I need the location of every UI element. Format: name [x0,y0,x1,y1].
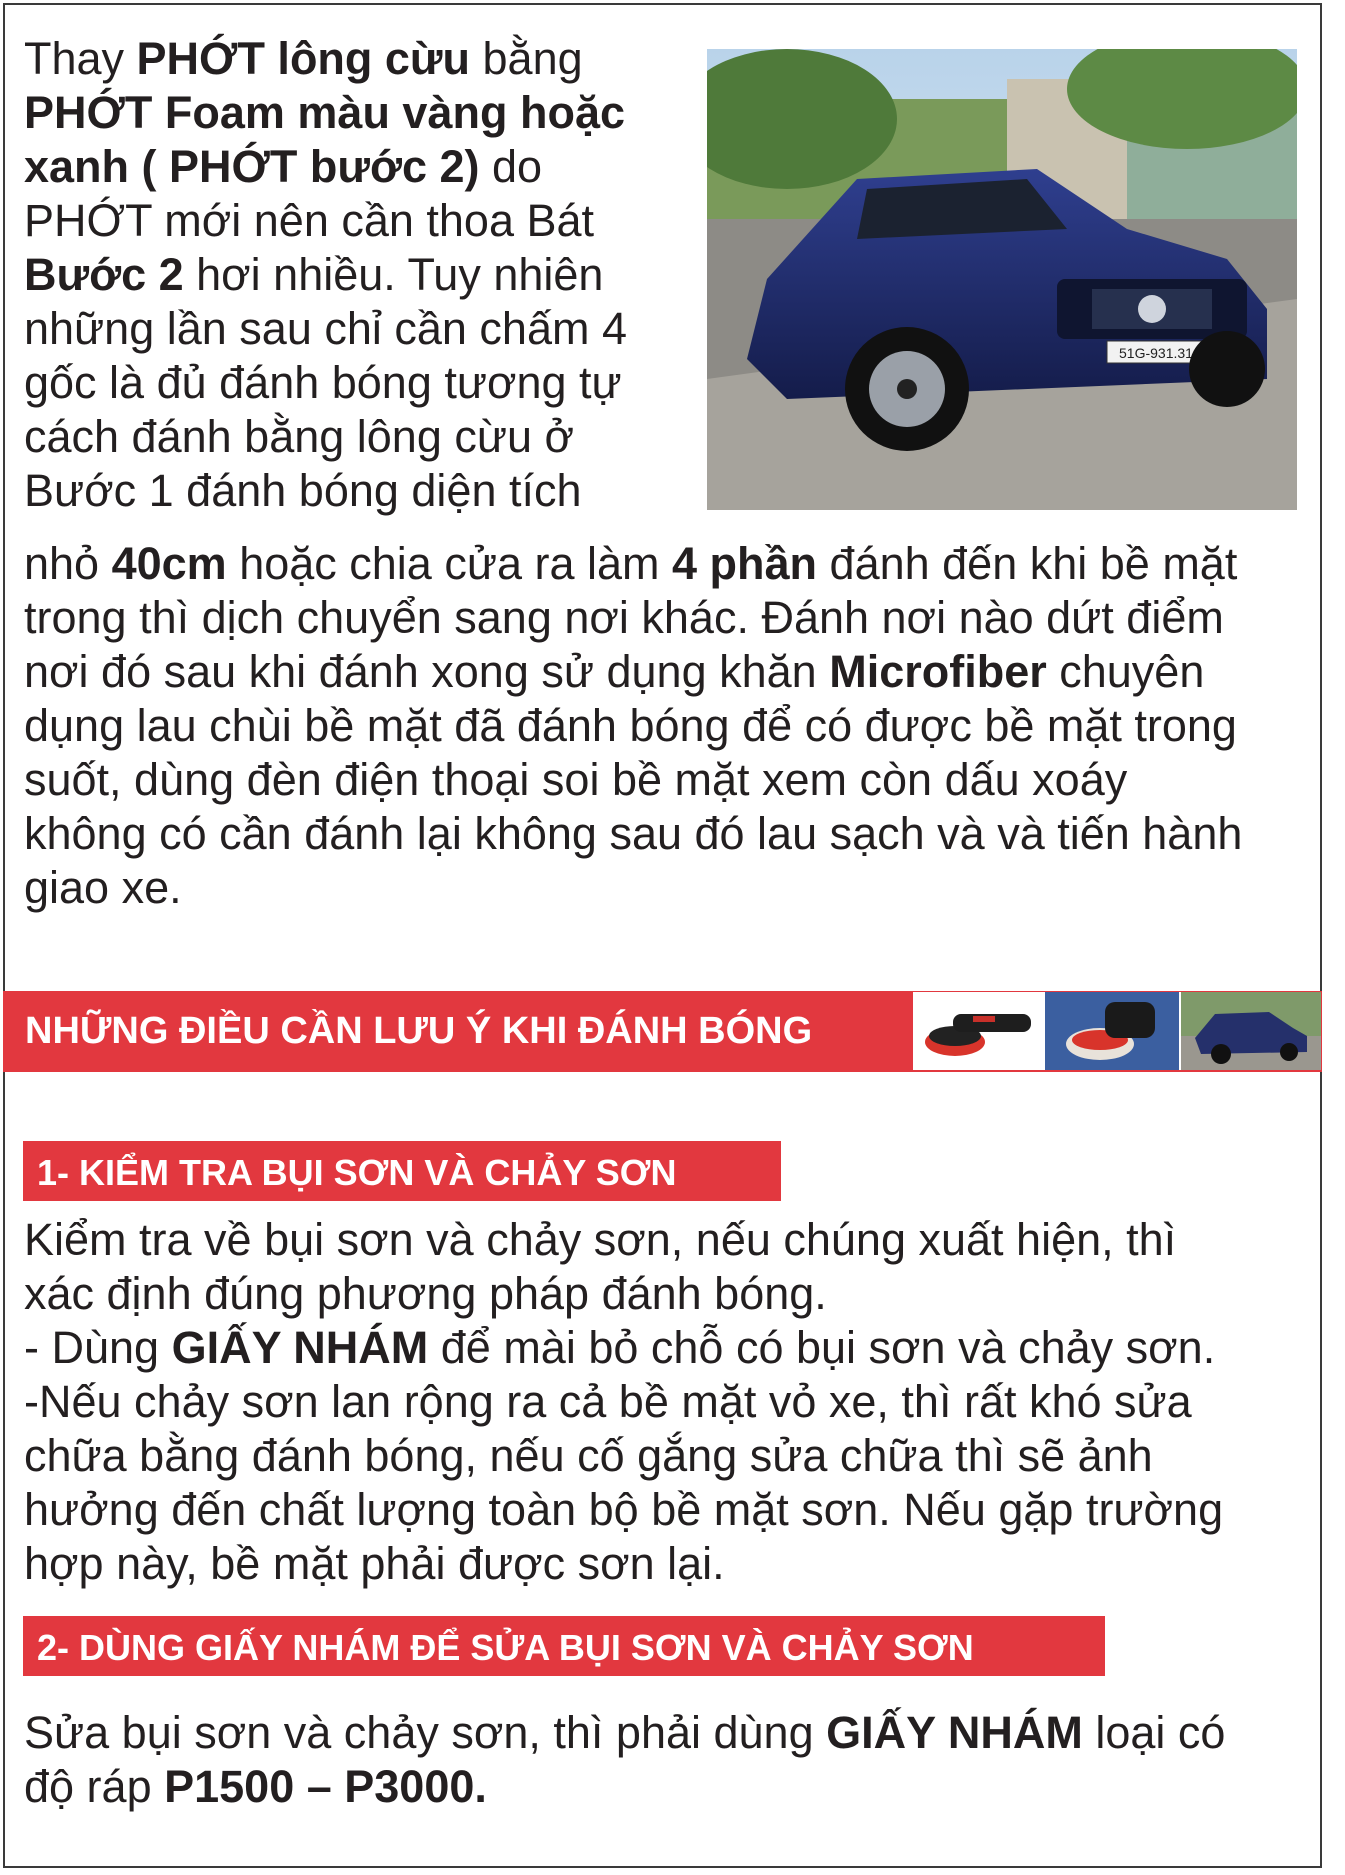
text-line [24,1267,1324,1321]
section2-heading [23,1616,1105,1676]
text-line [24,1537,1324,1591]
text-run: cách đánh bằng lông cừu ở [24,411,575,462]
text-run: Bước 1 đánh bóng diện tích [24,465,582,516]
bold-text-run: Bước 2 [24,249,184,300]
bold-text-run: PHỚT lông cừu [136,33,471,84]
text-line [24,537,1324,591]
text-run: Sửa bụi sơn và chảy sơn, thì phải dùng [24,1707,827,1758]
bold-text-run: PHỚT Foam màu vàng hoặc [24,87,625,138]
bold-text-run: GIẤY NHÁM [826,1707,1083,1758]
text-run: chuyên [1046,646,1205,697]
text-line [24,410,704,464]
text-run: hưởng đến chất lượng toàn bộ bề mặt sơn. Nếu gặp trường [24,1484,1224,1535]
text-run: những lần sau chỉ cần chấm 4 [24,303,627,354]
text-run: Kiểm tra về bụi sơn và chảy sơn, nếu chúng xuất hiện, thì [24,1214,1177,1265]
section1-paragraph [24,1213,1324,1591]
text-run: -Nếu chảy sơn lan rộng ra cả bề mặt vỏ xe, thì rất khó sửa [24,1376,1192,1427]
car-photo-illustration [707,49,1297,510]
intro-paragraph-top [24,32,704,518]
text-run: đánh đến khi bề mặt [817,538,1238,589]
text-run: nơi đó sau khi đánh xong sử dụng khăn [24,646,830,697]
intro-paragraph-bottom [24,537,1324,915]
bold-text-run: GIẤY NHÁM [171,1322,429,1373]
section1-heading-text: 1- KIỂM TRA BỤI SƠN VÀ CHẢY SƠN [37,1152,677,1193]
text-line [24,32,704,86]
banner-thumbnails [913,992,1321,1070]
text-line [24,140,704,194]
section2-heading-text: 2- DÙNG GIẤY NHÁM ĐỂ SỬA BỤI SƠN VÀ CHẢY SƠN [37,1627,974,1668]
car-thumbnail [1181,992,1321,1070]
bold-text-run: 4 phần [672,538,818,589]
text-run: không có cần đánh lại không sau đó lau sạch và và tiến hành [24,808,1243,859]
text-line [24,861,1324,915]
bold-text-run: P1500 – P3000. [164,1761,487,1812]
text-run: loại có [1082,1707,1226,1758]
text-run: hợp này, bề mặt phải được sơn lại. [24,1538,725,1589]
section-banner-title: NHỮNG ĐIỀU CẦN LƯU Ý KHI ĐÁNH BÓNG [25,1010,813,1052]
text-line [24,1321,1324,1375]
text-line [24,1375,1324,1429]
text-run: xác định đúng phương pháp đánh bóng. [24,1268,827,1319]
text-line [24,807,1324,861]
text-line [24,356,704,410]
section2-paragraph [24,1706,1324,1814]
text-line [24,248,704,302]
text-line [24,591,1324,645]
bold-text-run: 40cm [111,538,227,589]
text-run: suốt, dùng đèn điện thoại soi bề mặt xem còn dấu xoáy [24,754,1128,805]
text-line [24,464,704,518]
text-run: chữa bằng đánh bóng, nếu cố gắng sửa chữa thì sẽ ảnh [24,1430,1153,1481]
text-run: nhỏ [24,538,112,589]
text-run: hoặc chia cửa ra làm [226,538,673,589]
text-line [24,1760,1324,1814]
text-line [24,753,1324,807]
text-run: gốc là đủ đánh bóng tương tự [24,357,622,408]
license-plate: 51G-931.31 [1119,345,1193,361]
text-line [24,86,704,140]
text-line [24,1213,1324,1267]
bold-text-run: Microfiber [829,646,1047,697]
text-run: do [479,141,543,192]
polisher-thumbnail [913,992,1043,1070]
text-run: giao xe. [24,862,182,913]
section1-heading [23,1141,781,1201]
text-run: Thay [24,33,137,84]
text-run: để mài bỏ chỗ có bụi sơn và chảy sơn. [428,1322,1216,1373]
text-run: PHỚT mới nên cần thoa Bát [24,195,595,246]
text-run: bằng [470,33,583,84]
text-run: - Dùng [24,1322,172,1373]
text-line [24,699,1324,753]
text-run: dụng lau chùi bề mặt đã đánh bóng để có được bề mặt trong [24,700,1237,751]
text-line [24,1706,1324,1760]
text-line [24,645,1324,699]
text-run: độ ráp [24,1761,165,1812]
text-run: trong thì dịch chuyển sang nơi khác. Đánh nơi nào dứt điểm [24,592,1224,643]
text-line [24,1483,1324,1537]
car-photo [707,49,1297,510]
polishing-thumbnail [1045,992,1179,1070]
text-line [24,302,704,356]
bold-text-run: xanh ( PHỚT bước 2) [24,141,480,192]
text-line [24,1429,1324,1483]
text-line [24,194,704,248]
text-run: hơi nhiều. Tuy nhiên [183,249,604,300]
